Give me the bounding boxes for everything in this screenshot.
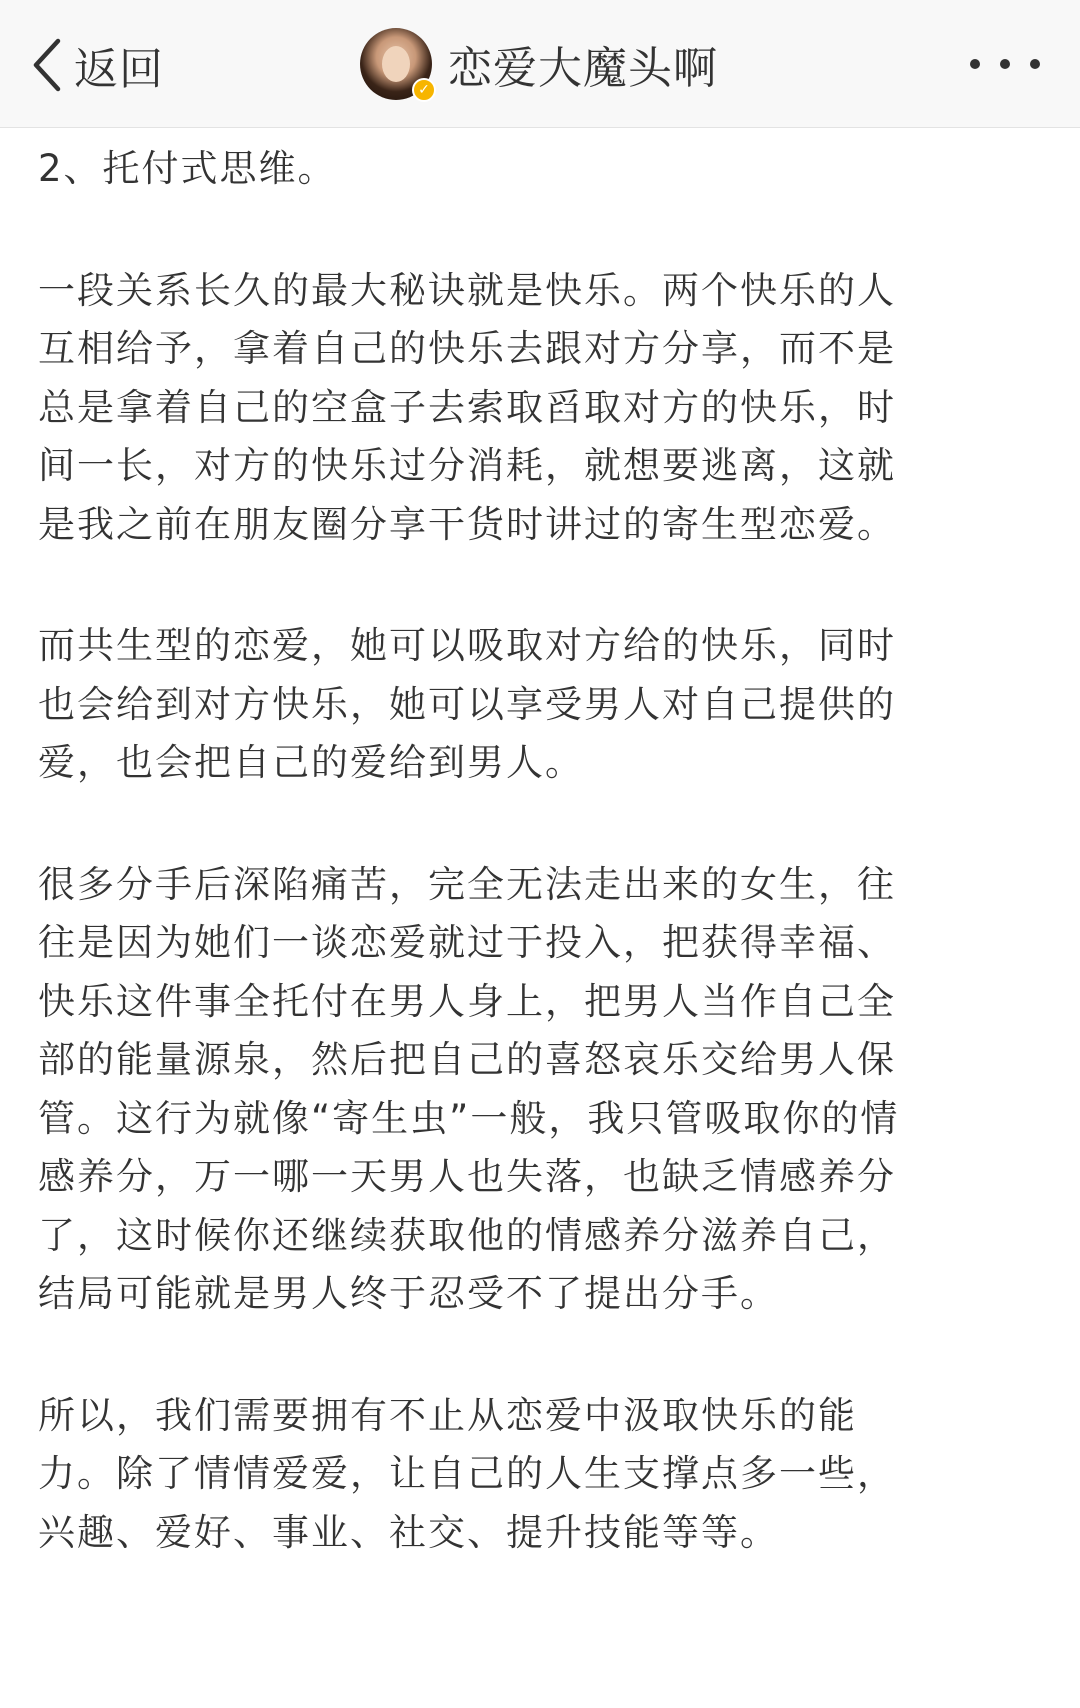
- article-paragraph: 而共生型的恋爱，她可以吸取对方给的快乐，同时 也会给到对方快乐，她可以享受男人对自己提供的 爱，也会把自己的爱给到男人。: [38, 624, 896, 784]
- avatar-face: [382, 46, 410, 82]
- back-label: 返回: [74, 44, 164, 95]
- article-paragraph: 很多分手后深陷痛苦，完全无法走出来的女生，往 往是因为她们一谈恋爱就过于投入，把获得幸福、 快乐这件事全托付在男人身上，把男人当作自己全 部的能量源泉，然后把自己的喜怒哀乐交给男人保 管。这行为就像“寄生虫”一般，我只管吸取你的情 感养分，万一哪一天男人也失落，也缺乏情感养分 了，这时候你还继续获取他的情感养分滋养自己， 结局可能就是男人终于忍受不了提出分手。: [38, 862, 900, 1315]
- more-icon-dot: [970, 59, 980, 69]
- more-icon-dot: [1000, 59, 1010, 69]
- more-icon-dot: [1030, 59, 1040, 69]
- article-paragraph: 所以，我们需要拥有不止从恋爱中汲取快乐的能 力。除了情情爱爱，让自己的人生支撑点多一些， 兴趣、爱好、事业、社交、提升技能等等。: [38, 1393, 896, 1554]
- back-button[interactable]: [30, 30, 164, 100]
- verified-badge-icon: ✓: [412, 78, 436, 102]
- navigation-bar: [0, 0, 1080, 128]
- author-name[interactable]: 恋爱大魔头啊: [448, 43, 718, 94]
- author-profile[interactable]: [360, 26, 718, 102]
- more-button[interactable]: [970, 44, 1040, 84]
- article-heading: 2、托付式思维。: [38, 147, 337, 190]
- article-body: [38, 140, 1038, 1625]
- avatar[interactable]: [360, 28, 432, 100]
- chevron-left-icon: [30, 35, 64, 95]
- article-paragraph: 一段关系长久的最大秘诀就是快乐。两个快乐的人 互相给予，拿着自己的快乐去跟对方分享，而不是 总是拿着自己的空盒子去索取舀取对方的快乐，时 间一长，对方的快乐过分消耗，就想要逃离，这就 是我之前在朋友圈分享干货时讲过的寄生型恋爱。: [38, 268, 896, 546]
